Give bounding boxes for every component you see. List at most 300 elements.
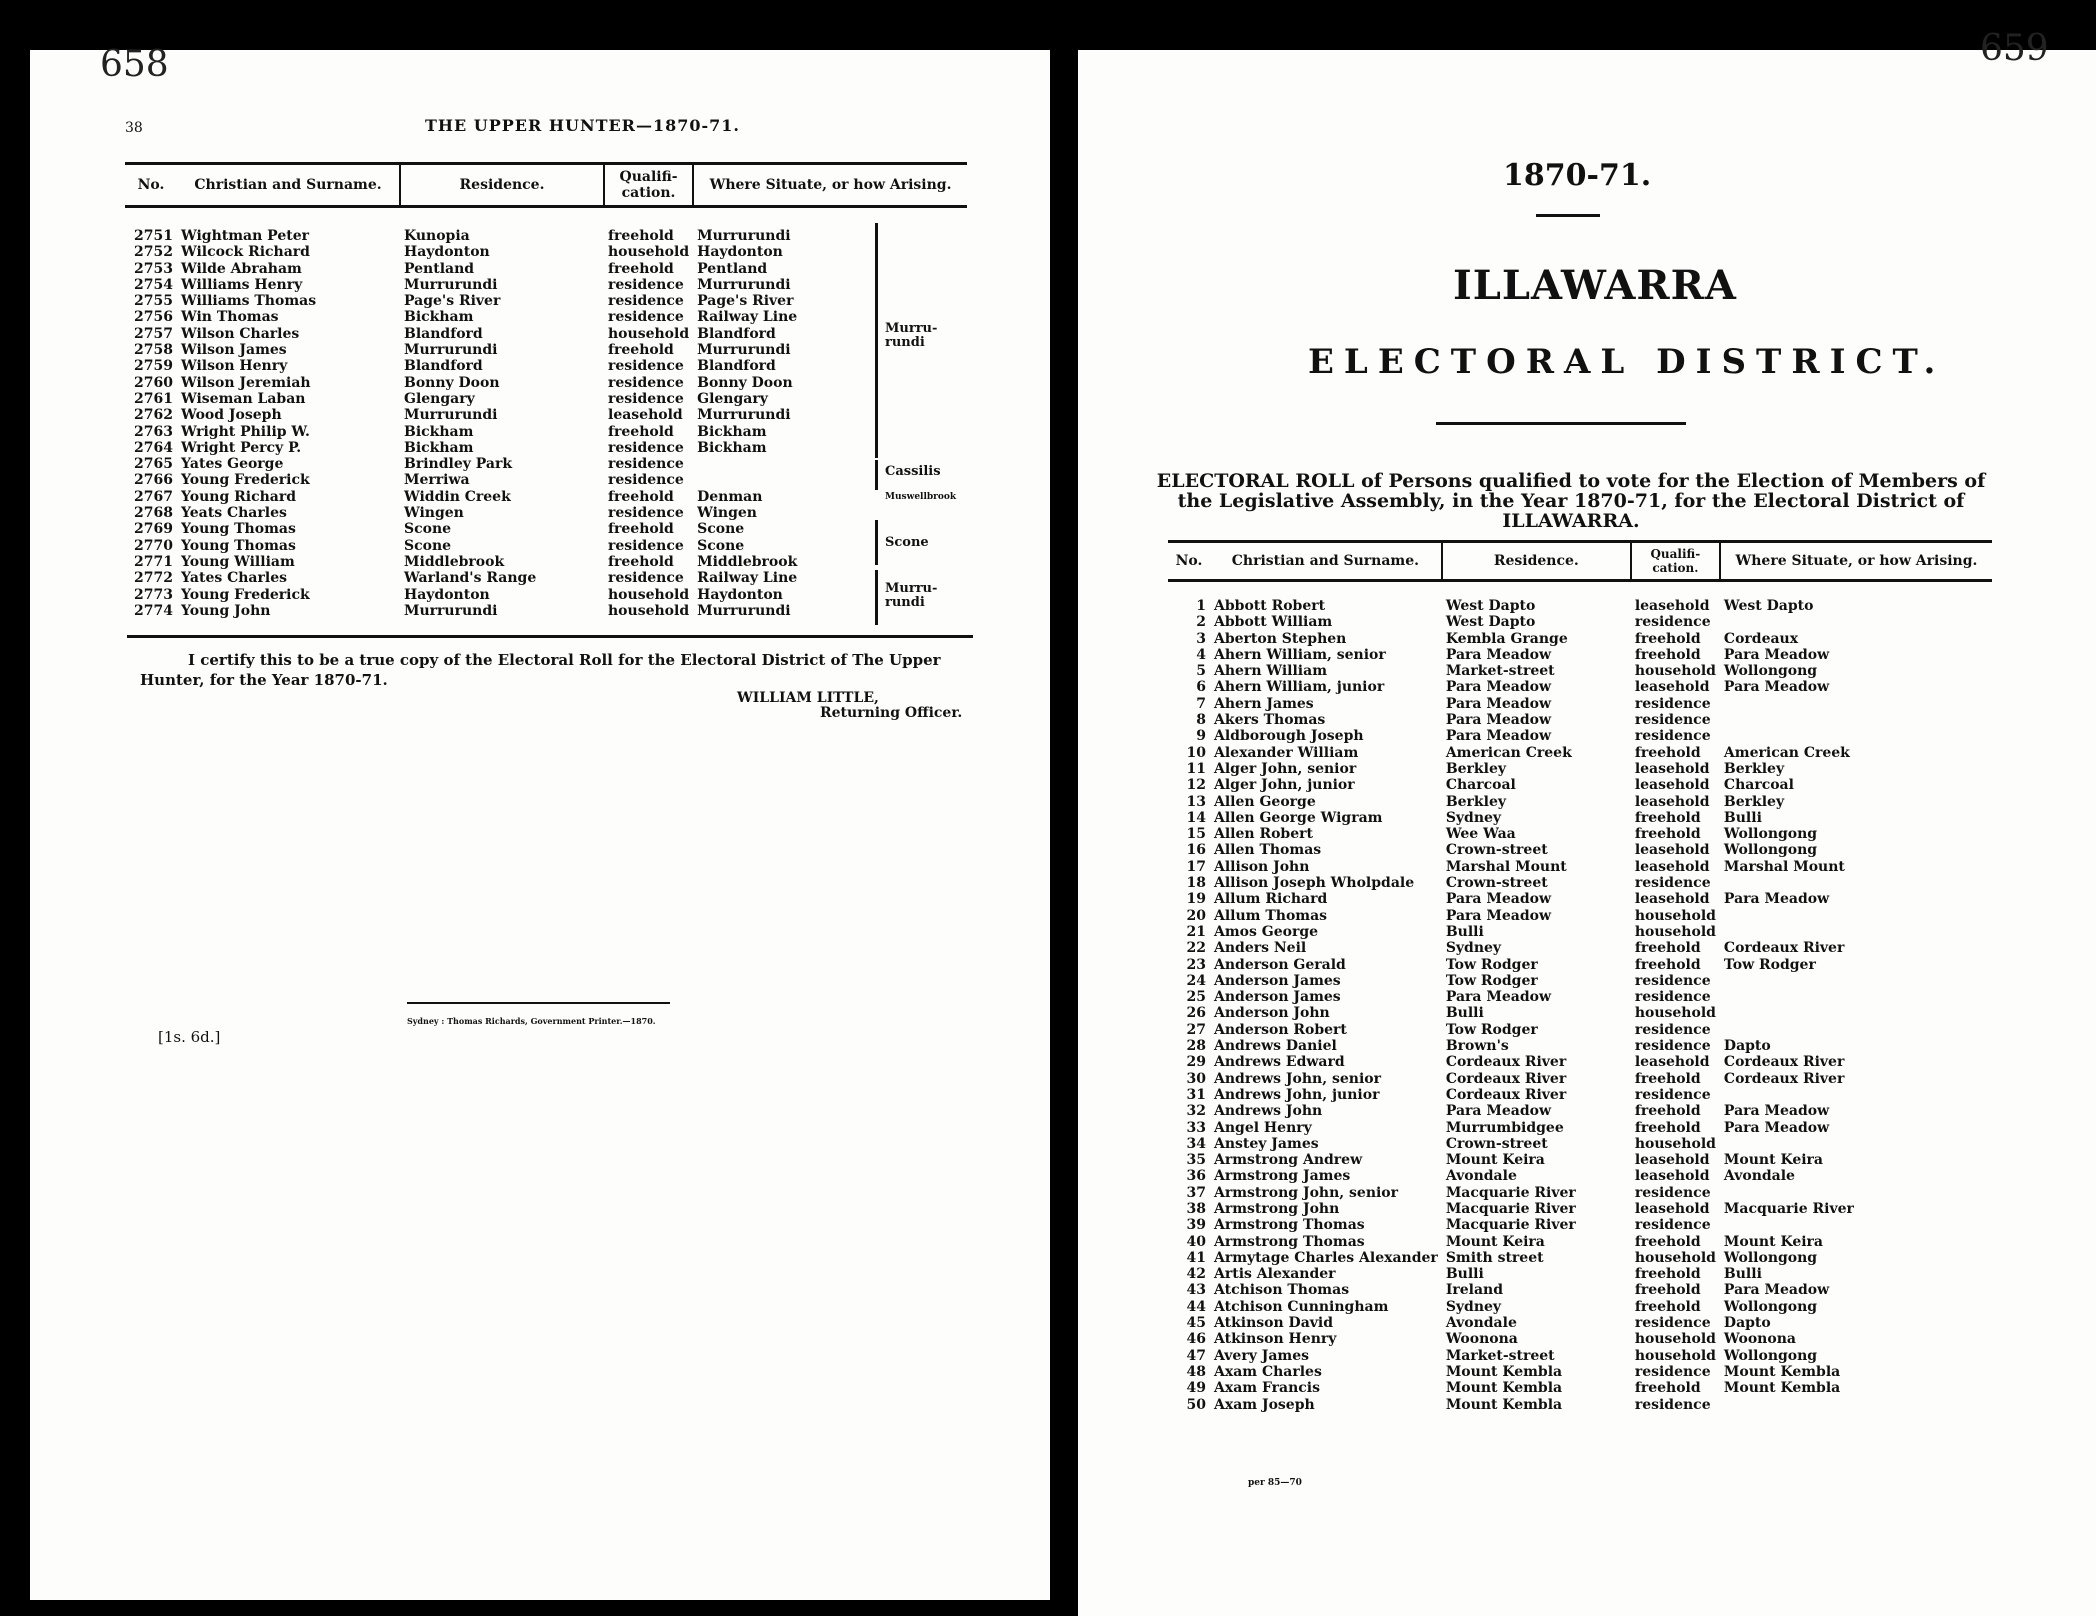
cell-residence: West Dapto <box>1445 598 1536 614</box>
cell-where <box>1720 973 1992 989</box>
cell-qualification: leasehold <box>1634 793 1710 810</box>
cell-qualification: residence <box>1634 712 1711 729</box>
cell-qualification: household <box>1634 1135 1716 1152</box>
cell-name: Atkinson Henry <box>1214 1331 1337 1348</box>
cell-no: 3 <box>1196 630 1206 647</box>
cell-where <box>1720 989 1992 1005</box>
cell-qualification: freehold <box>608 521 674 538</box>
cell-residence: Sydney <box>1445 1298 1502 1315</box>
cell-residence: Tow Rodger <box>1445 972 1538 989</box>
cell-residence: Murrurundi <box>404 342 498 359</box>
price: [1s. 6d.] <box>158 1028 221 1046</box>
cell-where <box>1720 728 1992 744</box>
cell-where: Para Meadow <box>1723 1103 1830 1120</box>
cell-no: 32 <box>1186 1103 1206 1120</box>
cell-residence: Crown-street <box>1445 875 1548 892</box>
cell-qualification: household <box>1634 1347 1716 1364</box>
table-row <box>125 342 967 358</box>
cell-qualification: residence <box>608 472 684 489</box>
cell-no: 35 <box>1186 1152 1206 1169</box>
cell-where: Blandford <box>697 358 776 375</box>
cell-qualification: residence <box>1634 1363 1711 1380</box>
cell-no: 29 <box>1186 1054 1206 1071</box>
cell-no: 6 <box>1196 679 1206 696</box>
col-header-qualification: Qualifi- cation. <box>1631 542 1720 581</box>
cell-residence: Market-street <box>1445 1347 1555 1364</box>
cell-where: Page's River <box>697 293 794 310</box>
cell-no: 33 <box>1186 1119 1206 1136</box>
cell-no: 2762 <box>134 407 173 424</box>
cell-no: 2764 <box>134 439 173 456</box>
col-header-name: Christian and Surname. <box>1210 542 1442 581</box>
cell-residence: Mount Keira <box>1445 1233 1545 1250</box>
cell-no: 9 <box>1196 728 1206 745</box>
cell-no: 48 <box>1186 1363 1206 1380</box>
cell-no: 31 <box>1186 1086 1206 1103</box>
cell-qualification: leasehold <box>1634 598 1710 614</box>
cell-where: Marshal Mount <box>1723 858 1845 875</box>
table-row <box>1168 728 1992 744</box>
table-row <box>1168 1005 1992 1021</box>
cell-qualification: household <box>1634 923 1716 940</box>
cell-no: 18 <box>1186 875 1206 892</box>
table-row <box>1168 1038 1992 1054</box>
signature-name: WILLIAM LITTLE, <box>737 690 879 706</box>
cell-qualification: residence <box>1634 1021 1711 1038</box>
cell-name: Atkinson David <box>1214 1315 1334 1332</box>
cell-qualification: freehold <box>1634 809 1701 826</box>
cell-residence: Widdin Creek <box>404 488 511 505</box>
page-stamp: 658 <box>100 44 169 85</box>
table-row <box>1168 777 1992 793</box>
brace-scone <box>875 520 878 565</box>
table-row <box>1168 679 1992 695</box>
cell-where: Dapto <box>1723 1038 1771 1055</box>
cell-qualification: leasehold <box>608 407 683 424</box>
left-page <box>30 44 1050 1600</box>
table-row <box>1168 891 1992 907</box>
cell-residence: Cordeaux River <box>1445 1086 1567 1103</box>
cell-qualification: residence <box>1634 1217 1711 1234</box>
cell-residence: Bickham <box>404 423 474 440</box>
cell-no: 30 <box>1186 1070 1206 1087</box>
cell-name: Allen George <box>1214 793 1316 810</box>
cell-residence: Berkley <box>1445 760 1506 777</box>
cell-qualification: freehold <box>608 228 674 244</box>
cell-no: 2771 <box>134 553 173 570</box>
table-row <box>125 603 967 619</box>
cell-residence: Cordeaux River <box>1445 1054 1567 1071</box>
cell-where: Para Meadow <box>1723 891 1830 908</box>
brace-label-murrurundi-2: Murru- rundi <box>885 581 938 610</box>
cell-where: Wollongong <box>1723 826 1818 843</box>
cell-residence: Para Meadow <box>1445 679 1552 696</box>
cell-name: Wood Joseph <box>181 407 282 424</box>
cell-no: 17 <box>1186 858 1206 875</box>
table-row <box>1168 647 1992 663</box>
cell-no: 11 <box>1186 760 1206 777</box>
cell-where: Mount Kembla <box>1723 1363 1841 1380</box>
cell-where: Cordeaux <box>1723 630 1799 647</box>
cell-qualification: household <box>608 244 690 261</box>
cell-name: Young Thomas <box>181 521 296 538</box>
cell-residence: Cordeaux River <box>1445 1070 1567 1087</box>
page-stamp: 659 <box>1980 28 2049 69</box>
cell-name: Alger John, junior <box>1214 777 1355 794</box>
table-row <box>1168 1331 1992 1347</box>
cell-residence: American Creek <box>1445 744 1572 761</box>
cell-name: Young Thomas <box>181 537 296 554</box>
right-page <box>1078 28 2096 1616</box>
cell-name: Angel Henry <box>1214 1119 1312 1136</box>
cell-where: Berkley <box>1723 760 1785 777</box>
table-row <box>1168 908 1992 924</box>
cell-where: Murrurundi <box>697 407 791 424</box>
cell-qualification: leasehold <box>1634 679 1710 696</box>
cell-qualification: residence <box>608 537 684 554</box>
cell-residence: Murrurundi <box>404 276 498 293</box>
cell-name: Ahern William, junior <box>1214 679 1385 696</box>
cell-qualification: residence <box>608 390 684 407</box>
cell-name: Alger John, senior <box>1214 760 1357 777</box>
cell-no: 2753 <box>134 260 173 277</box>
table-row <box>125 261 967 277</box>
col-header-residence: Residence. <box>1442 542 1631 581</box>
cell-residence: Avondale <box>1445 1315 1517 1332</box>
cell-qualification: residence <box>608 309 684 326</box>
table-row <box>1168 614 1992 630</box>
cell-name: Wightman Peter <box>181 228 309 244</box>
cell-where: Haydonton <box>697 244 783 261</box>
printer-rule <box>407 1002 670 1004</box>
table-row <box>1168 794 1992 810</box>
table-row <box>1168 875 1992 891</box>
cell-residence: Macquarie River <box>1445 1217 1576 1234</box>
cell-name: Armstrong Andrew <box>1214 1152 1363 1169</box>
table-row <box>125 391 967 407</box>
cell-where: Macquarie River <box>1723 1200 1854 1217</box>
cell-where: Scone <box>697 537 745 554</box>
cell-where: Mount Keira <box>1723 1152 1823 1169</box>
cell-name: Young Frederick <box>181 586 310 603</box>
cell-no: 22 <box>1186 940 1206 957</box>
table-row <box>1168 1315 1992 1331</box>
cell-qualification: freehold <box>1634 940 1701 957</box>
cell-no: 28 <box>1186 1038 1206 1055</box>
intro-text: ELECTORAL ROLL of Persons qualified to vote for the Election of Members of the Legislative Assembly, in the Year 1870-71, for the Electoral District of ILLAWARRA. <box>1156 470 1986 532</box>
cell-qualification: household <box>1634 663 1716 680</box>
cell-where: Murrurundi <box>697 342 791 359</box>
cell-where <box>1720 1005 1992 1021</box>
col-header-name: Christian and Surname. <box>177 164 400 207</box>
cell-residence: Sydney <box>1445 809 1502 826</box>
cell-residence: Tow Rodger <box>1445 956 1538 973</box>
cell-where <box>1720 908 1992 924</box>
cell-where <box>1720 1397 1992 1413</box>
cell-where: American Creek <box>1723 744 1850 761</box>
cell-where: Wollongong <box>1723 1347 1818 1364</box>
table-row <box>1168 745 1992 761</box>
cell-where <box>1720 1022 1992 1038</box>
cell-no: 45 <box>1186 1315 1206 1332</box>
cell-qualification: leasehold <box>1634 777 1710 794</box>
cell-no: 26 <box>1186 1005 1206 1022</box>
cell-qualification: household <box>608 602 690 619</box>
cell-qualification: freehold <box>1634 1282 1701 1299</box>
page-number: 38 <box>125 120 143 136</box>
cell-name: Anderson Gerald <box>1214 956 1346 973</box>
cell-where: Railway Line <box>697 570 798 587</box>
cell-qualification: residence <box>608 276 684 293</box>
cell-where: Bulli <box>1723 809 1762 826</box>
cell-where <box>1720 924 1992 940</box>
brace-label-muswellbrook: Muswellbrook <box>885 492 957 502</box>
cell-name: Anstey James <box>1214 1135 1319 1152</box>
cell-name: Aberton Stephen <box>1214 630 1347 647</box>
cell-where: Bickham <box>697 439 767 456</box>
cell-no: 2768 <box>134 505 173 522</box>
cell-where: Para Meadow <box>1723 646 1830 663</box>
cell-name: Wilson James <box>181 342 287 359</box>
cell-no: 25 <box>1186 989 1206 1006</box>
cell-residence: Brown's <box>1445 1038 1509 1055</box>
cell-residence: Murrurundi <box>404 407 498 424</box>
cell-no: 15 <box>1186 826 1206 843</box>
cell-qualification: freehold <box>1634 956 1701 973</box>
cell-name: Allum Thomas <box>1214 907 1328 924</box>
cell-no: 2756 <box>134 309 173 326</box>
cell-residence: Ireland <box>1445 1282 1504 1299</box>
cell-no: 2 <box>1196 614 1206 631</box>
cell-where: Tow Rodger <box>1723 956 1816 973</box>
cell-no: 2755 <box>134 293 173 310</box>
cell-name: Young Richard <box>181 488 297 505</box>
cell-name: Allen Thomas <box>1214 842 1322 859</box>
cell-qualification: leasehold <box>1634 760 1710 777</box>
cell-qualification: leasehold <box>1634 1200 1710 1217</box>
cell-no: 34 <box>1186 1135 1206 1152</box>
table-row <box>1168 1168 1992 1184</box>
cell-qualification: freehold <box>1634 744 1701 761</box>
table-row <box>1168 1217 1992 1233</box>
cell-residence: Crown-street <box>1445 1135 1548 1152</box>
cell-name: Andrews Edward <box>1214 1054 1345 1071</box>
cell-residence: Sydney <box>1445 940 1502 957</box>
cell-where <box>1720 1217 1992 1233</box>
cell-no: 50 <box>1186 1396 1206 1413</box>
cell-qualification: residence <box>1634 614 1711 631</box>
cell-residence: Tow Rodger <box>1445 1021 1538 1038</box>
cell-no: 23 <box>1186 956 1206 973</box>
heading-rule-2 <box>1436 422 1686 425</box>
cell-no: 19 <box>1186 891 1206 908</box>
cell-name: Wright Philip W. <box>181 423 310 440</box>
roll-table-left <box>125 162 967 619</box>
cell-name: Young Frederick <box>181 472 310 489</box>
cell-residence: Bickham <box>404 309 474 326</box>
cell-no: 2757 <box>134 325 173 342</box>
cell-where: Cordeaux River <box>1723 1054 1845 1071</box>
certification-text: I certify this to be a true copy of the Electoral Roll for the Electoral District of The Upper Hunter, for the Year 1870-71. <box>140 651 941 689</box>
table-row <box>1168 712 1992 728</box>
cell-no: 44 <box>1186 1298 1206 1315</box>
cell-qualification: freehold <box>608 260 674 277</box>
cell-where: Wollongong <box>1723 1249 1818 1266</box>
cell-where: Wollongong <box>1723 663 1818 680</box>
cell-where: Glengary <box>697 390 768 407</box>
cell-no: 10 <box>1186 744 1206 761</box>
table-row <box>125 326 967 342</box>
cell-qualification: residence <box>1634 1038 1711 1055</box>
cell-qualification: leasehold <box>1634 1054 1710 1071</box>
cell-where: Para Meadow <box>1723 1119 1830 1136</box>
cell-no: 47 <box>1186 1347 1206 1364</box>
table-row <box>125 375 967 391</box>
cell-residence: Para Meadow <box>1445 695 1552 712</box>
cell-where: West Dapto <box>1723 598 1814 614</box>
brace-murrurundi-2 <box>875 570 878 625</box>
cell-qualification: freehold <box>1634 826 1701 843</box>
table-row <box>125 587 967 603</box>
cell-where: Berkley <box>1723 793 1785 810</box>
cell-where: Scone <box>697 521 745 538</box>
year-heading: 1870-71. <box>1503 158 1652 193</box>
cell-qualification: residence <box>608 505 684 522</box>
cell-residence: Kembla Grange <box>1445 630 1568 647</box>
cell-residence: Charcoal <box>1445 777 1516 794</box>
cell-no: 2754 <box>134 276 173 293</box>
cell-qualification: residence <box>1634 1184 1711 1201</box>
cell-name: Wilson Jeremiah <box>181 374 311 391</box>
table-row <box>125 424 967 440</box>
cell-name: Anders Neil <box>1214 940 1307 957</box>
cell-qualification: residence <box>608 293 684 310</box>
cell-no: 46 <box>1186 1331 1206 1348</box>
cell-qualification: residence <box>608 570 684 587</box>
cell-name: Allum Richard <box>1214 891 1328 908</box>
cell-no: 13 <box>1186 793 1206 810</box>
cell-residence: Avondale <box>1445 1168 1517 1185</box>
table-row <box>125 489 967 505</box>
table-row <box>125 440 967 456</box>
table-row <box>1168 1071 1992 1087</box>
cell-qualification: residence <box>608 358 684 375</box>
table-row <box>1168 924 1992 940</box>
brace-label-murrurundi-1: Murru- rundi <box>885 321 938 350</box>
cell-residence: Para Meadow <box>1445 891 1552 908</box>
cell-no: 39 <box>1186 1217 1206 1234</box>
cell-residence: Para Meadow <box>1445 728 1552 745</box>
cell-no: 2766 <box>134 472 173 489</box>
table-row <box>1168 581 1992 615</box>
cell-where: Haydonton <box>697 586 783 603</box>
cell-name: Axam Charles <box>1214 1363 1322 1380</box>
table-row <box>1168 973 1992 989</box>
cell-residence: Mount Kembla <box>1445 1396 1563 1413</box>
cell-qualification: freehold <box>1634 1266 1701 1283</box>
brace-label-scone: Scone <box>885 535 929 550</box>
cell-qualification: residence <box>1634 875 1711 892</box>
cell-name: Wilde Abraham <box>181 260 302 277</box>
cell-residence: Haydonton <box>404 586 490 603</box>
cell-qualification: residence <box>1634 1086 1711 1103</box>
cell-qualification: leasehold <box>1634 842 1710 859</box>
cell-name: Win Thomas <box>181 309 279 326</box>
cell-no: 43 <box>1186 1282 1206 1299</box>
col-header-where: Where Situate, or how Arising. <box>1720 542 1992 581</box>
cell-residence: Berkley <box>1445 793 1506 810</box>
cell-no: 40 <box>1186 1233 1206 1250</box>
cell-where: Para Meadow <box>1723 1282 1830 1299</box>
cell-residence: Wee Waa <box>1445 826 1516 843</box>
cell-qualification: leasehold <box>1634 1152 1710 1169</box>
cell-no: 2761 <box>134 390 173 407</box>
cell-residence: Page's River <box>404 293 501 310</box>
cell-name: Allison John <box>1214 858 1310 875</box>
cell-qualification: freehold <box>608 423 674 440</box>
cell-name: Alexander William <box>1214 744 1359 761</box>
cell-no: 49 <box>1186 1380 1206 1397</box>
table-row <box>125 277 967 293</box>
cell-no: 2763 <box>134 423 173 440</box>
table-row <box>125 293 967 309</box>
cell-no: 2759 <box>134 358 173 375</box>
footer-note: per 85—70 <box>1248 1478 1302 1488</box>
cell-no: 12 <box>1186 777 1206 794</box>
cell-residence: Smith street <box>1445 1249 1544 1266</box>
cell-name: Wilson Charles <box>181 325 300 342</box>
cell-name: Avery James <box>1214 1347 1310 1364</box>
table-row <box>1168 1282 1992 1298</box>
cell-name: Abbott William <box>1214 614 1333 631</box>
cell-qualification: leasehold <box>1634 1168 1710 1185</box>
col-header-where: Where Situate, or how Arising. <box>693 164 967 207</box>
cell-where: Murrurundi <box>697 228 791 244</box>
cell-residence: Woonona <box>1445 1331 1518 1348</box>
table-row <box>1168 1364 1992 1380</box>
cell-no: 42 <box>1186 1266 1206 1283</box>
cell-no: 2767 <box>134 488 173 505</box>
col-header-residence: Residence. <box>400 164 604 207</box>
cell-qualification: freehold <box>608 488 674 505</box>
cell-where <box>1720 1087 1992 1103</box>
cell-residence: Mount Keira <box>1445 1152 1545 1169</box>
cell-name: Atchison Cunningham <box>1214 1298 1389 1315</box>
cell-name: Yeats Charles <box>181 505 287 522</box>
cell-residence: Bonny Doon <box>404 374 500 391</box>
cell-where: Wollongong <box>1723 1298 1818 1315</box>
cell-where <box>1720 1136 1992 1152</box>
table-row <box>125 521 967 537</box>
cell-name: Anderson James <box>1214 972 1341 989</box>
cell-no: 20 <box>1186 907 1206 924</box>
cell-name: Wilcock Richard <box>181 244 310 261</box>
cell-where: Dapto <box>1723 1315 1771 1332</box>
cell-name: Anderson Robert <box>1214 1021 1347 1038</box>
cell-name: Allison Joseph Wholpdale <box>1214 875 1415 892</box>
cell-where <box>1720 875 1992 891</box>
table-row <box>125 505 967 521</box>
cell-name: Artis Alexander <box>1214 1266 1336 1283</box>
cell-no: 4 <box>1196 646 1206 663</box>
cell-where: Murrurundi <box>697 602 791 619</box>
cell-name: Abbott Robert <box>1214 598 1326 614</box>
cell-name: Anderson John <box>1214 1005 1330 1022</box>
cell-no: 5 <box>1196 663 1206 680</box>
cell-name: Wright Percy P. <box>181 439 302 456</box>
cell-qualification: residence <box>1634 989 1711 1006</box>
cell-residence: Blandford <box>404 325 483 342</box>
